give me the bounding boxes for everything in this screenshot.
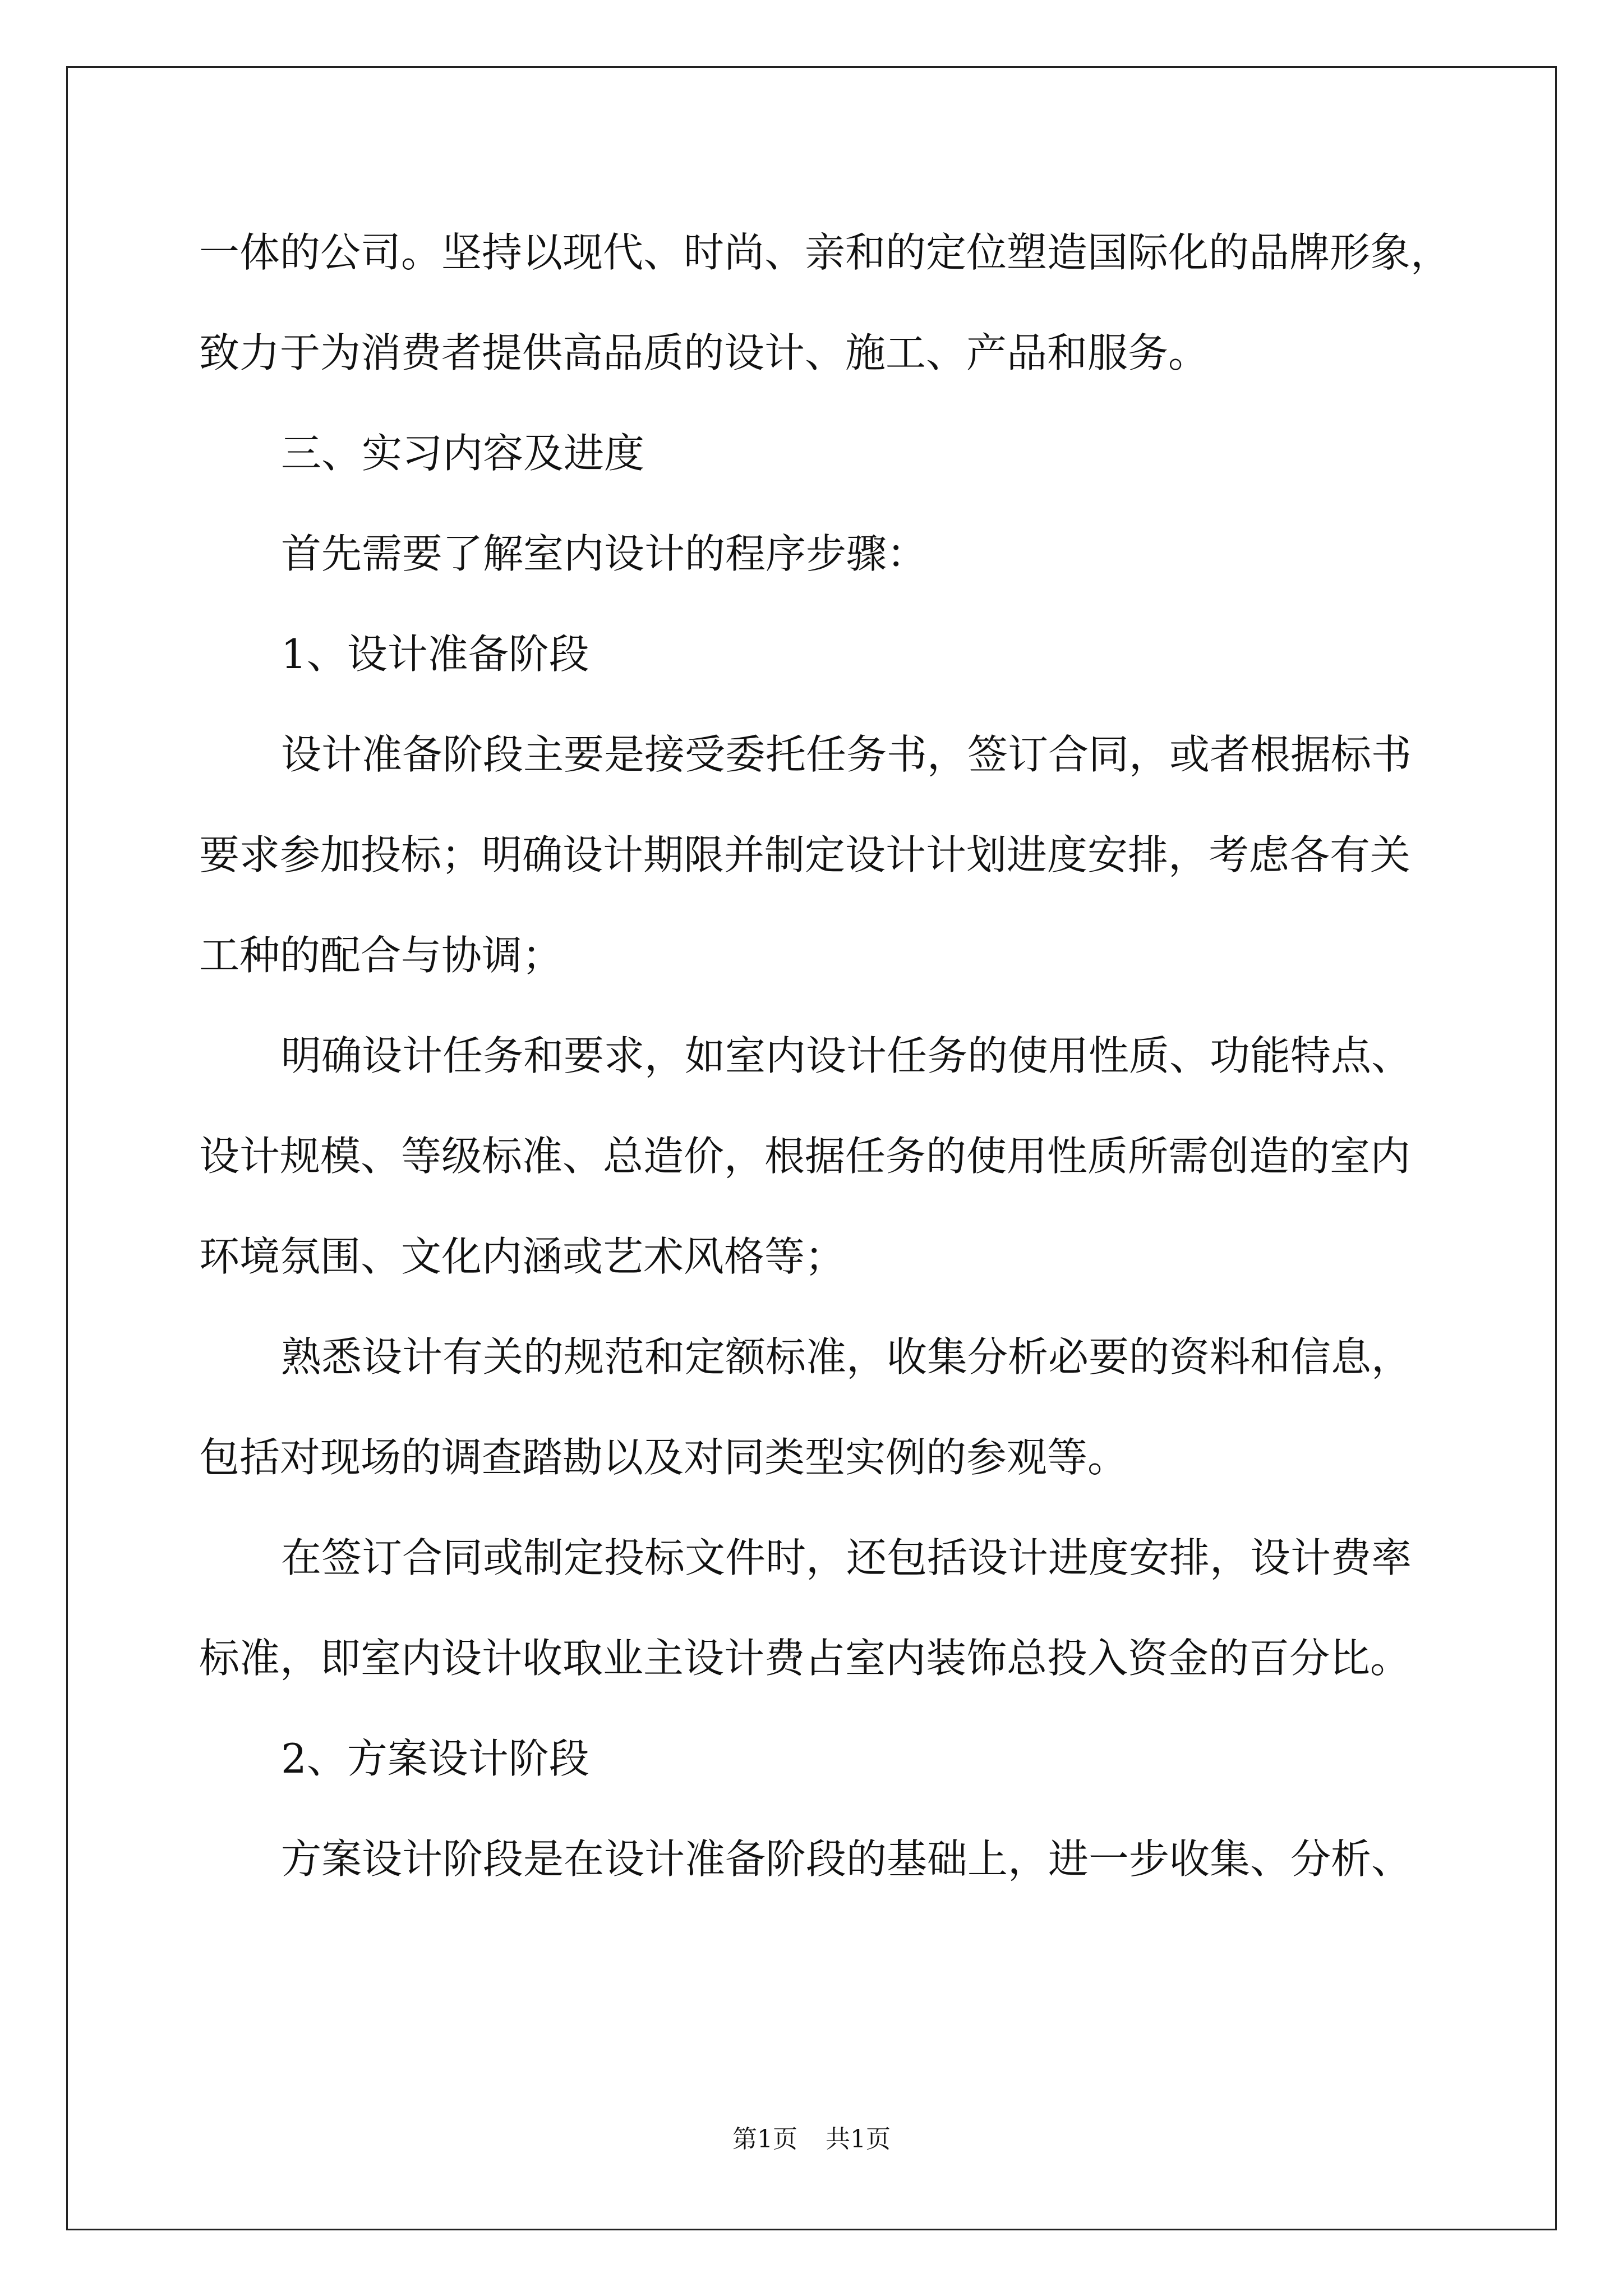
page-total: 共1页 [826,2125,891,2154]
page-number: 第1页 [732,2125,797,2154]
text-line-2: 致力于为消费者提供高品质的设计、施工、产品和服务。 [199,329,1209,376]
text-line-11: 环境氛围、文化内涵或艺术风格等； [199,1233,846,1280]
document-body [199,222,1461,1929]
text-line-13: 包括对现场的调查踏勘以及对同类型实例的参观等。 [199,1434,1128,1481]
text-line-15: 标准，即室内设计收取业主设计费占室内装饰总投入资金的百分比。 [199,1635,1411,1682]
section-heading-3: 三、实习内容及进度 [281,430,645,477]
text-line-6: 设计准备阶段主要是接受委托任务书，签订合同，或者根据标书 [281,731,1412,778]
text-line-8: 工种的配合与协调； [199,932,563,979]
text-line-7: 要求参加投标；明确设计期限并制定设计计划进度安排，考虑各有关 [199,831,1411,878]
text-line-1: 一体的公司。坚持以现代、时尚、亲和的定位塑造国际化的品牌形象， [199,229,1451,276]
text-line-12: 熟悉设计有关的规范和定额标准，收集分析必要的资料和信息， [281,1333,1412,1381]
text-line-10: 设计规模、等级标准、总造价，根据任务的使用性质所需创造的室内 [199,1133,1411,1180]
text-line-17: 方案设计阶段是在设计准备阶段的基础上，进一步收集、分析、 [281,1835,1412,1883]
subsection-heading-1: 1、设计准备阶段 [281,631,589,678]
page-footer [0,2123,1623,2156]
subsection-heading-2: 2、方案设计阶段 [281,1735,589,1782]
text-line-14: 在签订合同或制定投标文件时，还包括设计进度安排，设计费率 [281,1534,1412,1581]
text-line-4: 首先需要了解室内设计的程序步骤： [281,530,928,577]
text-line-9: 明确设计任务和要求，如室内设计任务的使用性质、功能特点、 [281,1032,1412,1079]
